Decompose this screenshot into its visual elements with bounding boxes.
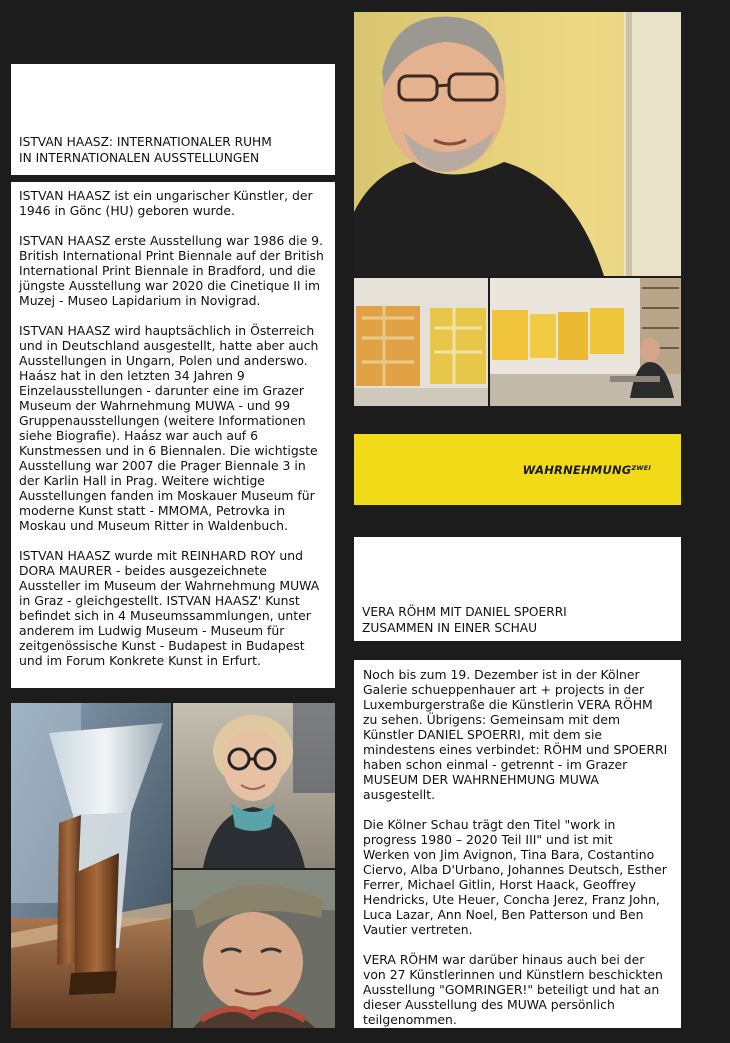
right-article-title-box <box>354 537 681 641</box>
right-article-body <box>354 660 681 1028</box>
glass-sculpture-photo <box>11 703 171 1028</box>
wahrnehmung-zwei-logo <box>523 463 651 477</box>
glass-sculpture-image <box>11 703 171 1028</box>
left-article-title-box <box>11 64 335 175</box>
left-paragraph-3: ISTVAN HAASZ wird hauptsächlich in Österreich und in Deutschland ausgestellt, hatte aber auch Ausstellungen in Ungarn, Polen und anderswo. Haász hat in den letzten 34 Jahren 9 Einzelausstellungen - darunter eine im Grazer Museum der Wahrnehmung MUWA - und 99 Gruppenausstellungen (weitere Informationen siehe Biografie). Haász war auch auf 6 Kunstmessen und in 6 Biennalen. Die wichtigste Ausstellung war 2007 die Prager Biennale 3 in der Karlin Hall in Prag. Weitere wichtige Ausstellungen fanden im Moskauer Museum für moderne Kunst statt - MMOMA, Petrovka in Moskau und Museum Ritter in Waldenbuch. <box>19 323 319 533</box>
left-paragraph-2: ISTVAN HAASZ erste Ausstellung war 1986 die 9. British International Print Biennale auf der British International Print Biennale in Bradford, und die jüngste Ausstellung war 2020 die Cinetique II im Muzej - Museo Lapidarium in Novigrad. <box>19 233 324 308</box>
artist-at-desk-image <box>490 278 681 406</box>
daniel-spoerri-portrait-image <box>173 870 335 1028</box>
vera-roehm-portrait-image <box>173 703 335 868</box>
daniel-spoerri-portrait-photo <box>173 870 335 1028</box>
yellow-artworks-photo <box>354 278 488 406</box>
left-article-title-line-2: IN INTERNATIONALEN AUSSTELLUNGEN <box>19 151 260 165</box>
logo-superscript: ZWEI <box>631 463 651 472</box>
logo-text: WAHRNEHMUNG <box>522 462 632 477</box>
vera-roehm-portrait-photo <box>173 703 335 868</box>
wahrnehmung-zwei-logo-card <box>354 434 681 505</box>
right-paragraph-1: Noch bis zum 19. Dezember ist in der Kölner Galerie schueppenhauer art + projects in der Luxemburgerstraße die Künstlerin VERA RÖHM zu sehen. Übrigens: Gemeinsam mit dem Künstler DANIEL SPOERRI, mit dem sie mindestens eines verbindet: RÖHM und SPOERRI haben schon einmal - getrennt - im Grazer MUSEUM DER WAHRNEHMUNG MUWA ausgestellt. <box>363 667 668 802</box>
istvan-haasz-portrait-photo <box>354 12 681 276</box>
left-article-title-line-1: ISTVAN HAASZ: INTERNATIONALER RUHM <box>19 135 272 149</box>
right-article-title-line-2: ZUSAMMEN IN EINER SCHAU <box>362 621 537 635</box>
left-paragraph-1: ISTVAN HAASZ ist ein ungarischer Künstler, der 1946 in Gönc (HU) geboren wurde. <box>19 188 313 218</box>
right-paragraph-2: Die Kölner Schau trägt den Titel "work in progress 1980 – 2020 Teil III" und ist mit Werken von Jim Avignon, Tina Bara, Costantino Ciervo, Alba D'Urbano, Johannes Deutsch, Esther Ferrer, Michael Gitlin, Horst Haack, Geoffrey Hendricks, Ute Heuer, Concha Jerez, Franz John, Luca Lazar, Ann Noel, Ben Patterson und Ben Vautier vertreten. <box>363 817 667 937</box>
yellow-artworks-image <box>354 278 488 406</box>
right-article-title-line-1: VERA RÖHM MIT DANIEL SPOERRI <box>362 605 567 619</box>
istvan-haasz-portrait-image <box>354 12 681 276</box>
right-paragraph-3: VERA RÖHM war darüber hinaus auch bei der von 27 Künstlerinnen und Künstlern beschickten Ausstellung "GOMRINGER!" beteiligt und hat an dieser Ausstellung des MUWA persönlich teilgenommen. <box>363 952 663 1027</box>
artist-at-desk-photo <box>490 278 681 406</box>
left-paragraph-4: ISTVAN HAASZ wurde mit REINHARD ROY und DORA MAURER - beides ausgezeichnete Aussteller im Museum der Wahrnehmung MUWA in Graz - gleichgestellt. ISTVAN HAASZ' Kunst befindet sich in 4 Museumssammlungen, unter anderem im Ludwig Museum - Museum für zeitgenössische Kunst - Budapest in Budapest und im Forum Konkrete Kunst in Erfurt. <box>19 548 320 668</box>
left-article-body <box>11 182 335 688</box>
